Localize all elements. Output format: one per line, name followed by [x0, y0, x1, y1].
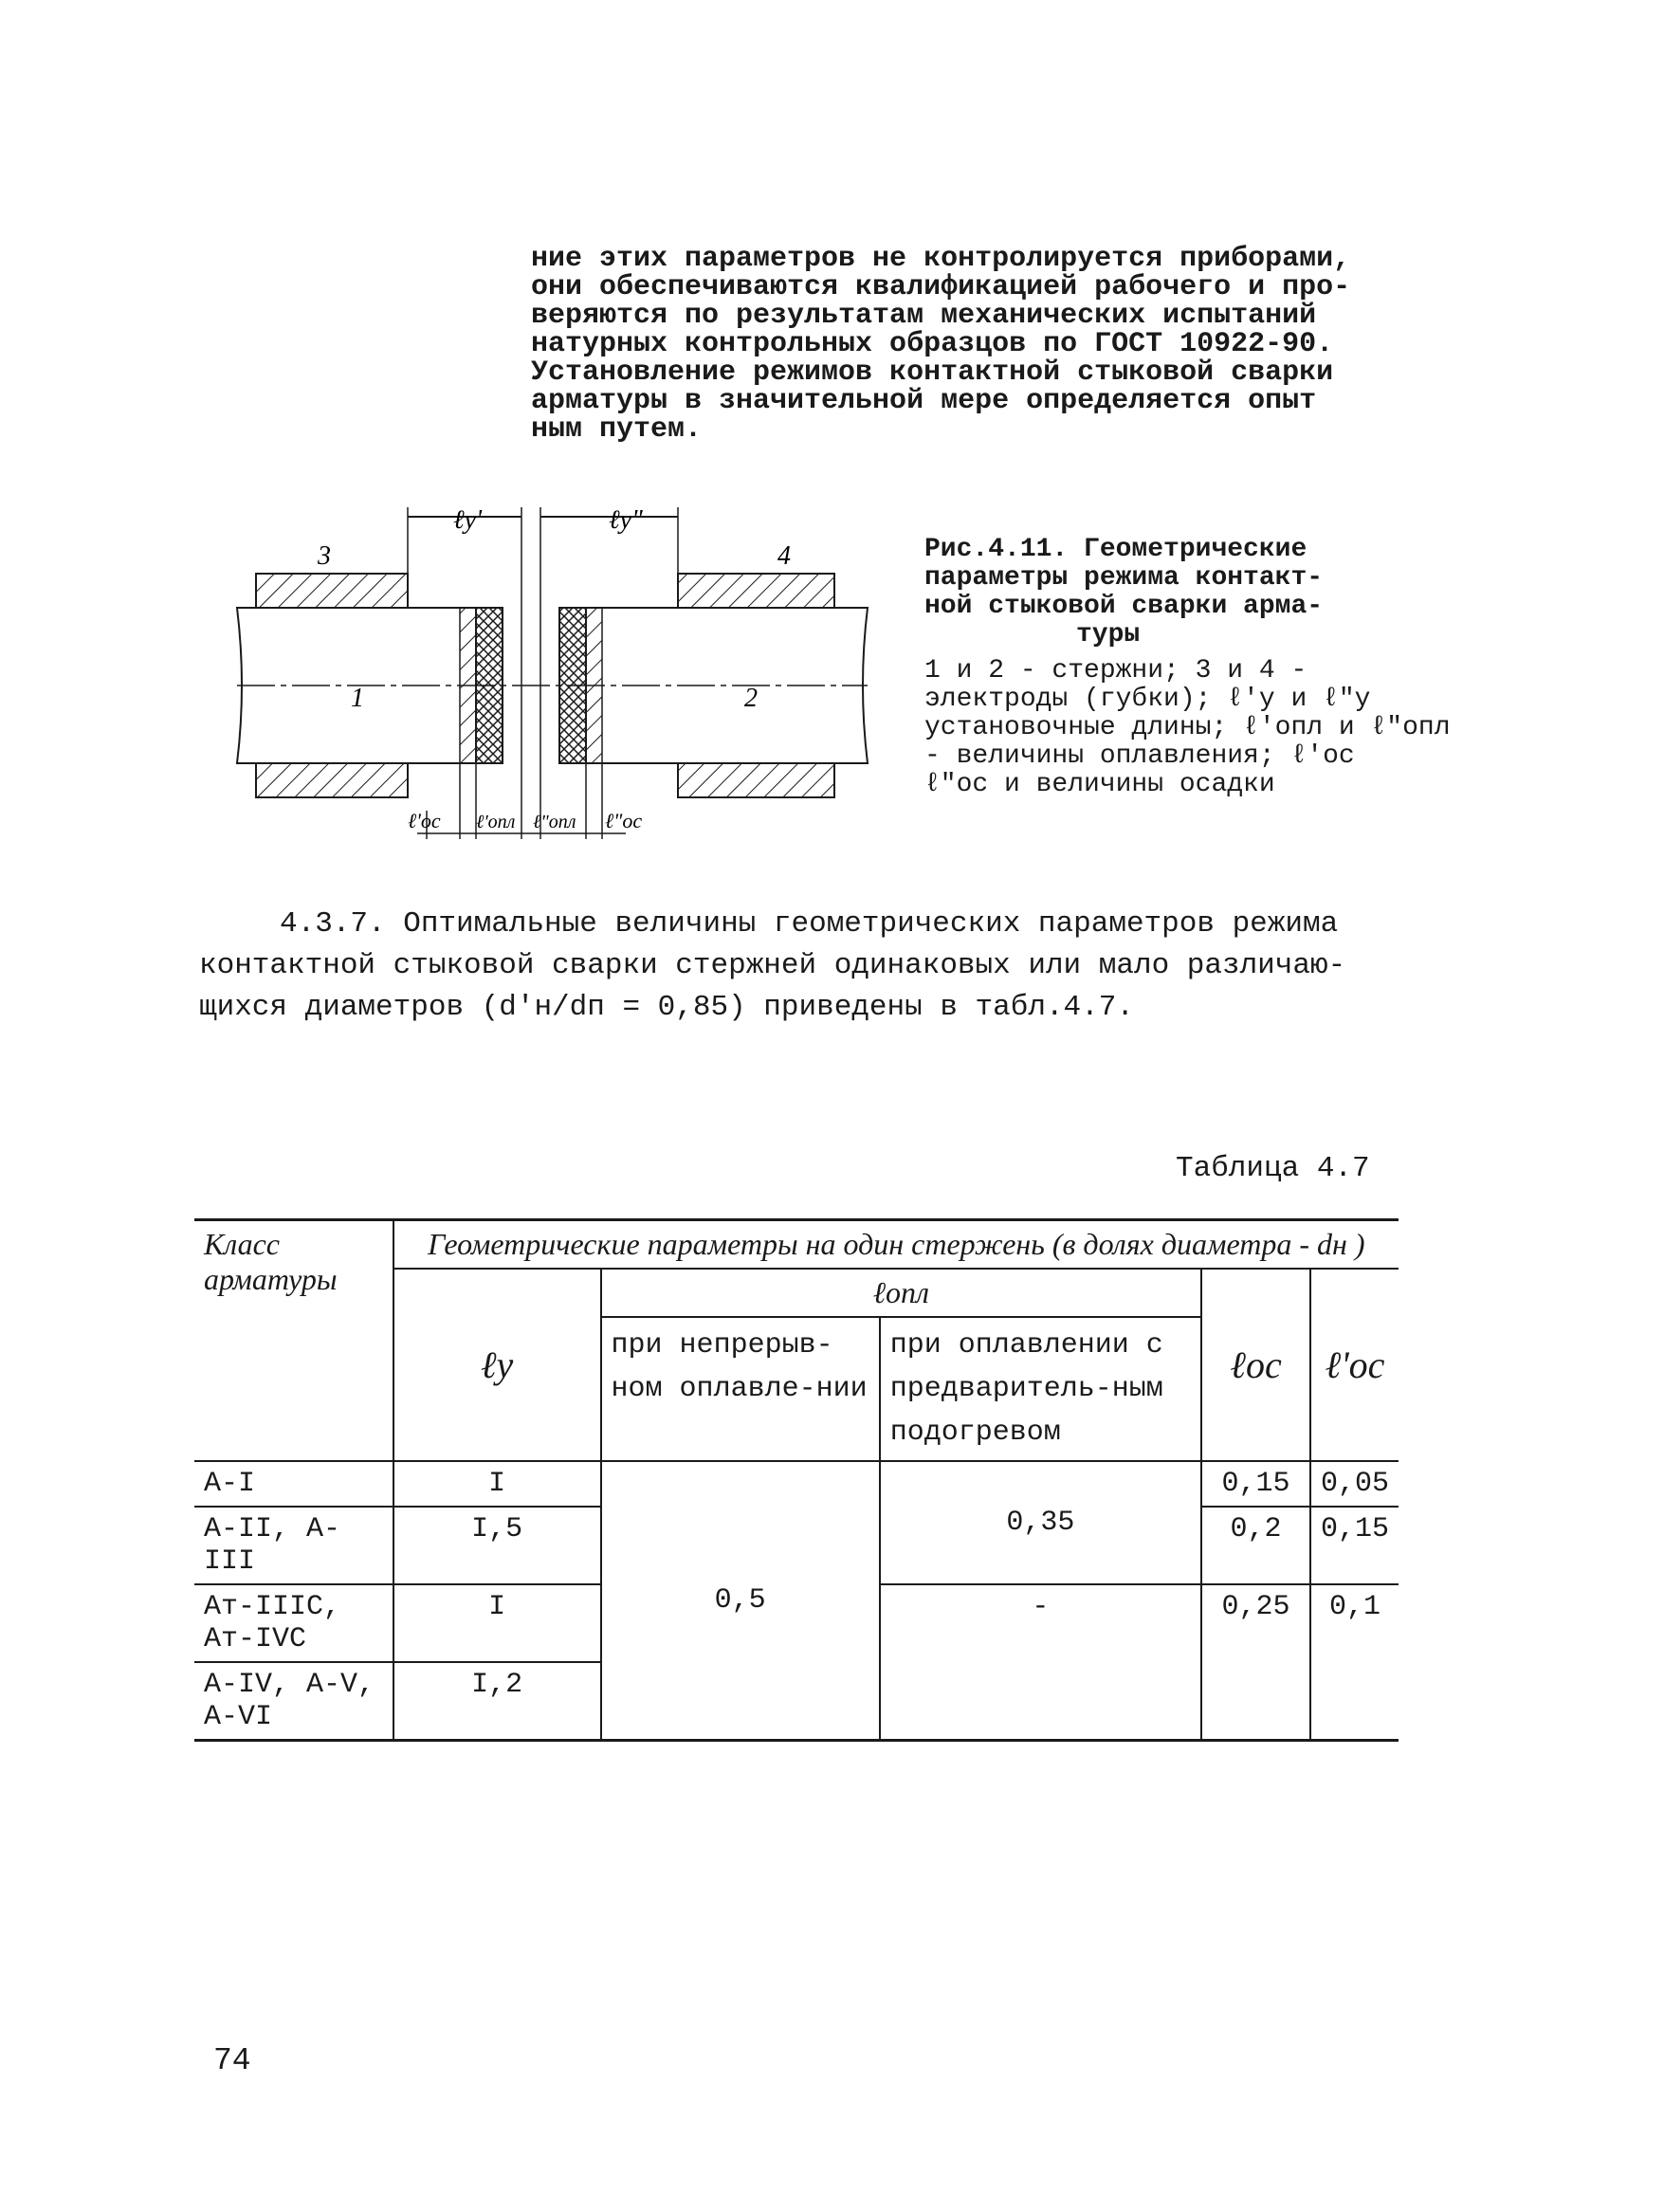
label-ly2: ℓy"	[609, 507, 643, 535]
header-group: Геометрические параметры на один стержень (в долях диаметра - dн )	[393, 1220, 1399, 1270]
label-rod-1: 1	[351, 684, 364, 713]
caption-body-line: ℓ"ос и величины осадки	[924, 770, 1275, 799]
cell-continuous: 0,5	[601, 1461, 880, 1741]
header-loc: ℓос	[1201, 1269, 1310, 1461]
cell-ly: I,5	[393, 1507, 601, 1584]
electrode-right-top	[678, 574, 834, 608]
cell-loc: 0,15	[1201, 1461, 1310, 1507]
header-preheat: при оплавлении с предваритель-ным подогревом	[880, 1317, 1201, 1461]
text-line: ным путем.	[531, 413, 703, 446]
label-loc1: ℓ'oc	[408, 809, 441, 832]
caption-title-line: туры	[1076, 620, 1141, 649]
caption-title-line: ной стыковой сварки арма-	[924, 592, 1324, 621]
text-line: они обеспечиваются квалификацией рабочего и про-	[531, 271, 1351, 303]
intro-paragraph	[531, 245, 1403, 444]
caption-body-line: электроды (губки); ℓ'у и ℓ"у	[924, 685, 1371, 714]
label-loc2: ℓ"oc	[605, 809, 643, 832]
label-electrode-4: 4	[777, 541, 791, 571]
header-continuous: при непрерыв-ном оплавле-нии	[601, 1317, 880, 1461]
label-lopl1: ℓ'опл	[476, 812, 516, 832]
text-line: арматуры в значительной мере определяется опыт	[531, 385, 1317, 417]
caption-title-line: Рис.4.11. Геометрические	[924, 535, 1307, 564]
electrode-right-bottom	[678, 763, 834, 797]
cell-loc: 0,2	[1201, 1507, 1310, 1584]
welding-figure	[228, 507, 891, 858]
electrode-left-bottom	[256, 763, 408, 797]
cell-ly: I,2	[393, 1662, 601, 1741]
header-ly: ℓу	[393, 1269, 601, 1461]
page-number: 74	[213, 2043, 251, 2078]
table-row	[194, 1461, 1399, 1507]
text-line: веряются по результатам механических испытаний	[531, 300, 1317, 332]
header-loc-prime: ℓ'ос	[1310, 1269, 1399, 1461]
label-lopl2: ℓ"опл	[533, 812, 576, 832]
text-line: щихся диаметров (d'н/dп = 0,85) приведены в табл.4.7.	[199, 991, 1134, 1024]
parameters-table	[194, 1218, 1399, 1742]
label-rod-2: 2	[744, 684, 758, 713]
cell-preheat: 0,35	[880, 1461, 1201, 1584]
caption-title-line: параметры режима контакт-	[924, 563, 1324, 593]
cell-ly: I	[393, 1461, 601, 1507]
section-paragraph	[199, 904, 1432, 1029]
cell-class: Ат-IIIС, Ат-IVС	[194, 1584, 393, 1662]
table-header-row	[194, 1220, 1399, 1270]
cell-class: А-IV, А-V, А-VI	[194, 1662, 393, 1741]
welding-diagram	[228, 507, 891, 858]
cell-preheat: -	[880, 1584, 1201, 1741]
text-line: Установление режимов контактной стыковой сварки	[531, 356, 1334, 389]
electrode-left-top	[256, 574, 408, 608]
cell-loc-prime: 0,15	[1310, 1507, 1399, 1584]
caption-body-line: - величины оплавления; ℓ'ос	[924, 741, 1355, 771]
header-lopl: ℓопл	[601, 1269, 1202, 1317]
text-line: контактной стыковой сварки стержней одинаковых или мало различаю-	[199, 949, 1346, 982]
table-label: Таблица 4.7	[1176, 1152, 1370, 1185]
header-class: Класс арматуры	[194, 1220, 393, 1462]
cell-loc: 0,25	[1201, 1584, 1310, 1741]
cell-ly: I	[393, 1584, 601, 1662]
cell-loc-prime: 0,1	[1310, 1584, 1399, 1741]
cell-class: А-I	[194, 1461, 393, 1507]
text-line: ние этих параметров не контролируется приборами,	[531, 243, 1351, 275]
text-line: натурных контрольных образцов по ГОСТ 10922-90.	[531, 328, 1334, 360]
label-electrode-3: 3	[318, 541, 331, 571]
caption-body-line: 1 и 2 - стержни; 3 и 4 -	[924, 656, 1307, 686]
cell-class: А-II, А-III	[194, 1507, 393, 1584]
caption-body-line: установочные длины; ℓ'опл и ℓ"опл	[924, 713, 1451, 742]
cell-loc-prime: 0,05	[1310, 1461, 1399, 1507]
label-ly1: ℓy'	[453, 507, 483, 535]
text-line: 4.3.7. Оптимальные величины геометрических параметров режима	[280, 907, 1339, 941]
figure-caption	[924, 536, 1455, 799]
